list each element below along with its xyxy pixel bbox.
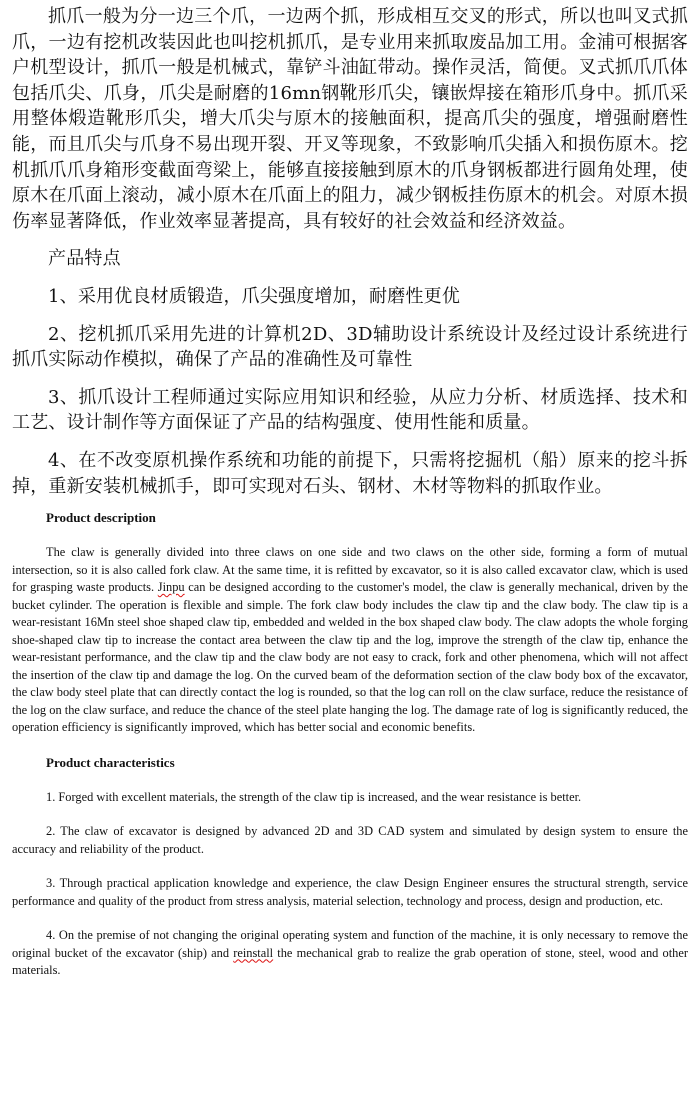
characteristic-item — [12, 927, 688, 980]
english-section — [12, 509, 688, 980]
characteristic-item: 3. Through practical application knowledge and experience, the claw Design Engineer ensures the structural strength, service performance and quality of the product from stress analysis, material selection, technology and process, design and production, etc. — [12, 876, 688, 908]
zh-features-title: 产品特点 — [48, 248, 121, 270]
description-text-1: The claw is generally divided into three claws on one side and two claws on the other side, forming a form of mutual intersection, so it is also called fork claw. At the same time, it is refitted by excavator, so it is also called excavator claw, which is used for grasping waste products. — [12, 545, 688, 595]
zh-feature-item: 3、抓爪设计工程师通过实际应用知识和经验，从应力分析、材质选择、技术和工艺、设计制作等方面保证了产品的结构强度、使用性能和质量。 — [12, 386, 688, 434]
char4-text-1: 4. On the premise of not changing the original operating system and function of the machine, it is only necessary to remove the original bucket of the excavator (ship) and — [12, 928, 688, 960]
characteristic-item: 2. The claw of excavator is designed by advanced 2D and 3D CAD system and simulated by design system to ensure the accuracy and reliability of the product. — [12, 824, 688, 856]
char4-text-2: the mechanical grab to realize the grab operation of stone, steel, wood and other materials. — [12, 945, 688, 978]
zh-feature-item: 4、在不改变原机操作系统和功能的前提下，只需将挖掘机（船）原来的挖斗拆掉，重新安装机械抓手，即可实现对石头、钢材、木材等物料的抓取作业。 — [12, 449, 688, 497]
zh-feature-item: 2、挖机抓爪采用先进的计算机2D、3D辅助设计系统设计及经过设计系统进行抓爪实际动作模拟，确保了产品的准确性及可靠性 — [12, 323, 688, 371]
characteristic-item: 1. Forged with excellent materials, the strength of the claw tip is increased, and the wear resistance is better. — [46, 789, 582, 804]
product-description-heading: Product description — [46, 510, 156, 526]
product-description-paragraph — [12, 544, 688, 737]
spellcheck-word-reinstall: reinstall — [233, 945, 274, 960]
description-text-2: can be designed according to the customer's model, the claw is generally mechanical, driven by the bucket cylinder. The operation is flexible and simple. The fork claw body includes the claw tip and the claw body. The claw tip is a wear-resistant 16Mn steel shoe shaped claw tip, embedded and welded in the box shaped claw body. The claw adopts the whole forging shoe-shaped claw tip to increase the contact area between the claw tip and the log, improve the strength of the claw tip, enhance the wear-resistant performance, and the claw tip and the claw body are not easy to crack, fork and other phenomena, which will not affect the insertion of the claw tip and damage the log. On the curved beam of the deformation section of the claw body box of the excavator, the claw body steel plate that can directly contact the log is rounded, so that the log can roll on the claw surface, reduce the resistance of the log on the claw surface, and reduce the chance of the steel plate hanging the log. The damage rate of log is significantly reduced, the operation efficiency is significantly improved, which has better social and economic benefits. — [12, 580, 688, 735]
product-characteristics-heading: Product characteristics — [46, 754, 175, 770]
zh-feature-item: 1、采用优良材质锻造，爪尖强度增加，耐磨性更优 — [48, 285, 461, 307]
zh-intro-paragraph: 抓爪一般为分一边三个爪，一边两个抓，形成相互交叉的形式，所以也叫叉式抓爪，一边有挖机改装因此也叫挖机抓爪，是专业用来抓取废品加工用。金浦可根据客户机型设计，抓爪一般是机械式，靠铲斗油缸带动。操作灵活，简便。叉式抓爪爪体包括爪尖、爪身，爪尖是耐磨的16mn钢靴形爪尖，镶嵌焊接在箱形爪身中。抓爪采用整体煅造靴形爪尖，增大爪尖与原木的接触面积，提高爪尖的强度，增强耐磨性能，而且爪尖与爪身不易出现开裂、开叉等现象，不致影响爪尖插入和损伤原木。挖机抓爪爪身箱形变截面弯梁上，能够直接接触到原木的爪身钢板都进行圆角处理，使原木在爪面上滚动，减小原木在爪面上的阻力，减少钢板挂伤原木的机会。对原木损伤率显著降低，作业效率显著提高，具有较好的社会效益和经济效益。 — [12, 6, 688, 232]
chinese-section — [12, 4, 688, 499]
spellcheck-word-jinpu: Jinpu — [157, 580, 185, 595]
